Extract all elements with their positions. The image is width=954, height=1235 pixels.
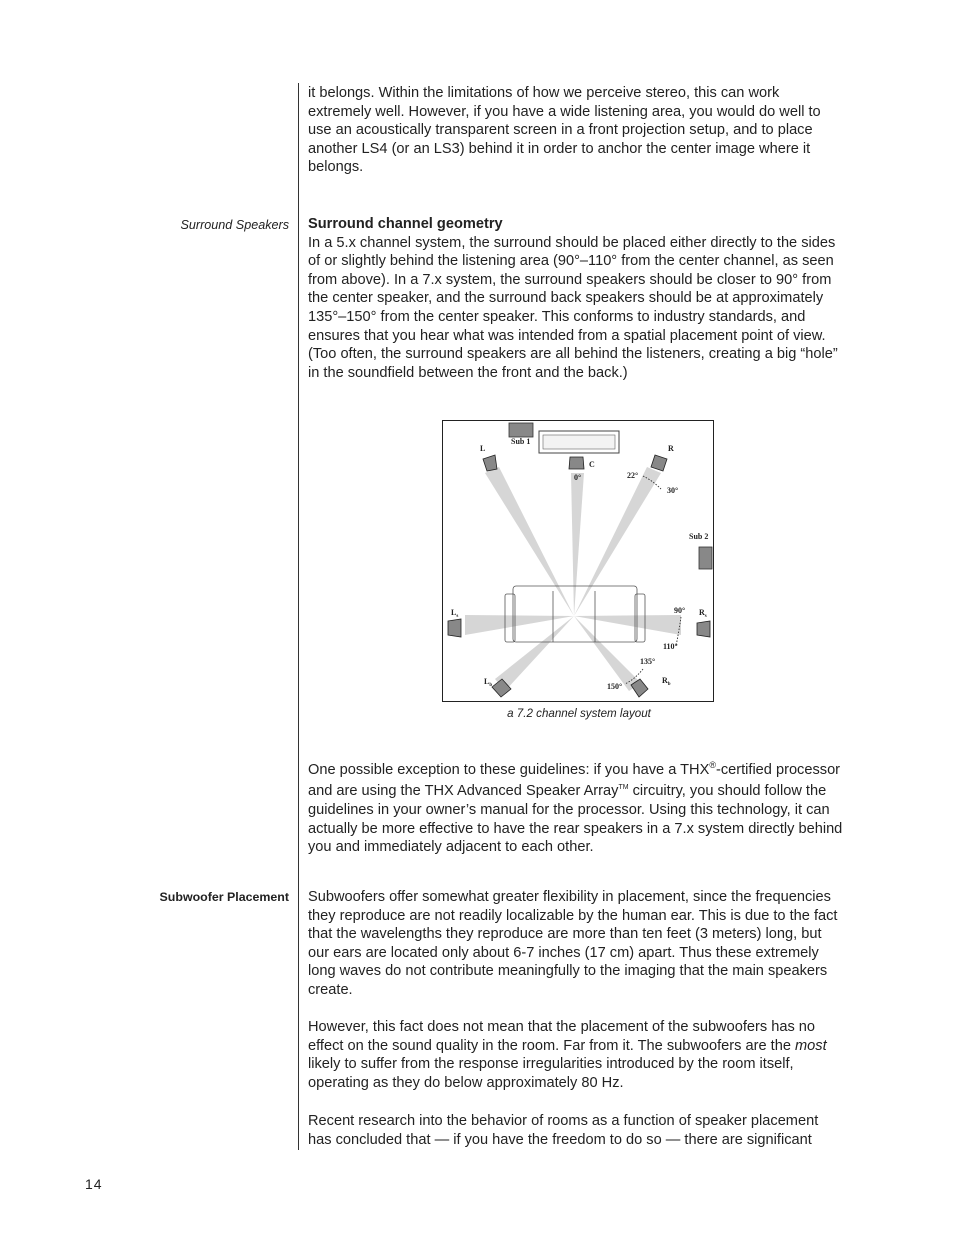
label-center: C [589, 460, 595, 469]
paragraph-intro: it belongs. Within the limitations of how we perceive stereo, this can work extremely well. However, if you have a wide listening area, you would do well to use an acoustically transparent screen in a front projection setup, and to place another LS4 (or an LS3) behind it in order to anchor the center image where it belongs. [308, 85, 821, 176]
label-sub2: Sub 2 [689, 532, 709, 541]
sub1-speaker-shape [509, 423, 533, 437]
label-rb: $R_b$ [662, 676, 671, 687]
label-deg0: 0° [574, 473, 582, 482]
right-speaker-shape [651, 455, 667, 471]
label-deg30: 30° [667, 486, 679, 495]
label-deg22: 22° [627, 471, 639, 480]
label-deg150: 150° [607, 682, 623, 691]
label-deg135: 135° [640, 657, 656, 666]
paragraph-subwoofer-placement-effect: However, this fact does not mean that the placement of the subwoofers has no effect on the sound quality in the room. Far from it. The subwoofers are the most likely to suffer from the response irregularities introduced by the room itself, operating as they do below approximately 80 Hz. [308, 1019, 827, 1091]
rs-speaker-shape [697, 621, 710, 637]
center-speaker-shape [569, 457, 584, 469]
side-label-subwoofer-placement: Subwoofer Placement [159, 890, 289, 904]
label-sub1: Sub 1 [511, 437, 531, 446]
right-beam [574, 467, 661, 616]
margin-rule [298, 83, 299, 1150]
left-beam [485, 467, 574, 616]
speaker-layout-diagram [443, 421, 713, 701]
center-beam [571, 473, 584, 616]
label-right: R [668, 444, 674, 453]
label-deg90: 90° [674, 606, 686, 615]
ls-speaker-shape [448, 619, 461, 637]
label-rs: $R_s$ [699, 608, 707, 619]
label-left: L [480, 444, 486, 453]
page-number: 14 [85, 1176, 103, 1192]
paragraph-subwoofer-flexibility: Subwoofers offer somewhat greater flexibility in placement, since the frequencies they reproduce are not readily localizable by the human ear. This is due to the fact that the wavelengths they reproduce are more than ten feet (3 meters) long, but our ears are located only about 6-7 inches (17 cm) apart. Thus these extremely long waves do not contribute meaningfully to the imaging that the main speakers create. [308, 889, 838, 998]
rb-beam [574, 616, 641, 691]
left-speaker-shape [483, 455, 497, 471]
rs-beam [574, 615, 681, 635]
speaker-layout-figure [442, 420, 714, 702]
label-lb: $L_b$ [484, 677, 493, 688]
paragraph-surround: In a 5.x channel system, the surround should be placed either directly to the sides of or slightly behind the listening area (90°–110° from the center channel, as seen from above). In a 7.x system, the surround speakers should be closer to 90° from the center speaker, and the surround back speakers should be at approximately 135°–150° from the center speaker. This conforms to industry standards, and ensures that you hear what was intended from a spatial placement point of view. (Too often, the surround speakers are all behind the listeners, creating a big “hole” in the soundfield between the front and the back.) [308, 234, 838, 381]
surround-section [308, 215, 843, 382]
paragraph-thx-exception: One possible exception to these guidelines: if you have a THX®-certified processor and are using the THX Advanced Speaker Array™ circuitry, you should follow the guidelines in your owner’s manual for the processor. Using this technology, it can actually be more effective to have the rear speakers in a 7.x system directly behind you and immediately adjacent to each other. [308, 760, 843, 856]
label-ls: $L_s$ [451, 608, 459, 619]
section-heading-surround-geometry: Surround channel geometry [308, 216, 503, 232]
paragraph-recent-research: Recent research into the behavior of rooms as a function of speaker placement has concluded that — if you have the freedom to do so — there are significant [308, 1113, 819, 1148]
sub2-speaker-shape [699, 547, 712, 569]
figure-caption: a 7.2 channel system layout [507, 707, 651, 720]
side-label-surround-speakers: Surround Speakers [180, 218, 289, 232]
label-deg110: 110° [663, 642, 678, 651]
